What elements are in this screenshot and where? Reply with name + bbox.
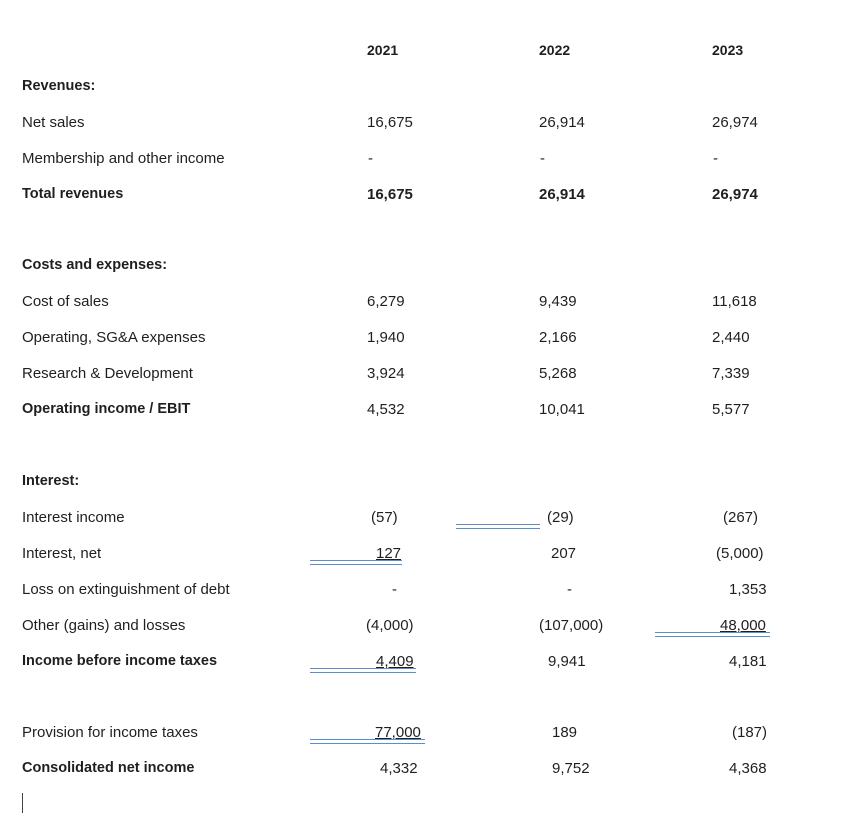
value-2023: 4,368 — [729, 760, 767, 777]
value-2021: 4,332 — [380, 760, 418, 777]
table-row-interest-income — [0, 509, 846, 531]
row-label: Consolidated net income — [22, 760, 195, 776]
row-label: Interest, net — [22, 545, 102, 562]
value-2021: (4,000) — [366, 617, 414, 634]
row-label: Provision for income taxes — [22, 724, 198, 741]
row-label: Net sales — [22, 114, 85, 131]
double-underline — [310, 739, 425, 744]
value-2023: 26,974 — [712, 114, 758, 131]
value-2023: 26,974 — [712, 186, 758, 203]
value-2021: 4,409 — [376, 653, 414, 670]
row-label: Interest income — [22, 509, 125, 526]
row-label: Loss on extinguishment of debt — [22, 581, 230, 598]
section-label: Revenues: — [22, 78, 96, 94]
value-2023: - — [713, 150, 718, 167]
value-2022: 26,914 — [539, 114, 585, 131]
value-2023: 4,181 — [729, 653, 767, 670]
value-2022: - — [567, 581, 572, 598]
row-label: Cost of sales — [22, 293, 109, 310]
value-2022: 26,914 — [539, 186, 585, 203]
value-2021: - — [392, 581, 397, 598]
value-2023: 5,577 — [712, 401, 750, 418]
row-label: Membership and other income — [22, 150, 225, 167]
value-2022: 9,941 — [548, 653, 586, 670]
value-2023: 7,339 — [712, 365, 750, 382]
value-2022: 10,041 — [539, 401, 585, 418]
value-2022: 5,268 — [539, 365, 577, 382]
value-2022: 207 — [551, 545, 577, 562]
value-2022: 9,439 — [539, 293, 577, 310]
table-row-operating-sga — [0, 329, 846, 351]
table-row-interest-net — [0, 545, 846, 567]
value-2023: 48,000 — [720, 617, 766, 634]
value-2022: (29) — [547, 509, 574, 526]
row-label: Operating income / EBIT — [22, 401, 191, 417]
value-2021: 16,675 — [367, 114, 413, 131]
table-row-net-sales — [0, 114, 846, 136]
value-2023: 1,353 — [729, 581, 767, 598]
value-2021: 6,279 — [367, 293, 405, 310]
value-2021: 1,940 — [367, 329, 405, 346]
table-row-membership — [0, 150, 846, 172]
value-2021: - — [368, 150, 373, 167]
row-label: Operating, SG&A expenses — [22, 329, 206, 346]
year-header-2023: 2023 — [712, 42, 744, 58]
section-costs — [0, 257, 846, 279]
value-2023: (5,000) — [716, 545, 764, 562]
double-underline — [456, 524, 540, 529]
value-2021: (57) — [371, 509, 398, 526]
table-row-net-income — [0, 760, 846, 782]
value-2023: 2,440 — [712, 329, 750, 346]
value-2022: 2,166 — [539, 329, 577, 346]
value-2022: (107,000) — [539, 617, 604, 634]
value-2023: (267) — [723, 509, 759, 526]
value-2023: (187) — [732, 724, 768, 741]
section-interest — [0, 473, 846, 495]
row-label: Income before income taxes — [22, 653, 218, 669]
double-underline — [310, 668, 416, 673]
section-revenues — [0, 78, 846, 100]
row-label: Other (gains) and losses — [22, 617, 186, 634]
double-underline — [310, 560, 402, 565]
double-underline — [655, 632, 770, 637]
value-2023: 11,618 — [712, 293, 757, 310]
table-row-income-before-tax — [0, 653, 846, 675]
value-2022: 189 — [552, 724, 578, 741]
table-row-rnd — [0, 365, 846, 387]
text-cursor[interactable] — [22, 793, 23, 813]
table-row-cost-of-sales — [0, 293, 846, 315]
value-2021: 16,675 — [367, 186, 413, 203]
year-header-2022: 2022 — [539, 42, 571, 58]
section-label: Costs and expenses: — [22, 257, 168, 273]
table-row-total-revenues — [0, 186, 846, 208]
table-row-loss-debt — [0, 581, 846, 603]
value-2021: 4,532 — [367, 401, 405, 418]
row-label: Research & Development — [22, 365, 193, 382]
value-2022: - — [540, 150, 545, 167]
value-2021: 3,924 — [367, 365, 405, 382]
value-2022: 9,752 — [552, 760, 590, 777]
table-row-ebit — [0, 401, 846, 423]
year-header-2021: 2021 — [367, 42, 399, 58]
value-2021: 127 — [376, 545, 402, 562]
value-2021: 77,000 — [375, 724, 421, 741]
row-label: Total revenues — [22, 186, 124, 202]
section-label: Interest: — [22, 473, 80, 489]
